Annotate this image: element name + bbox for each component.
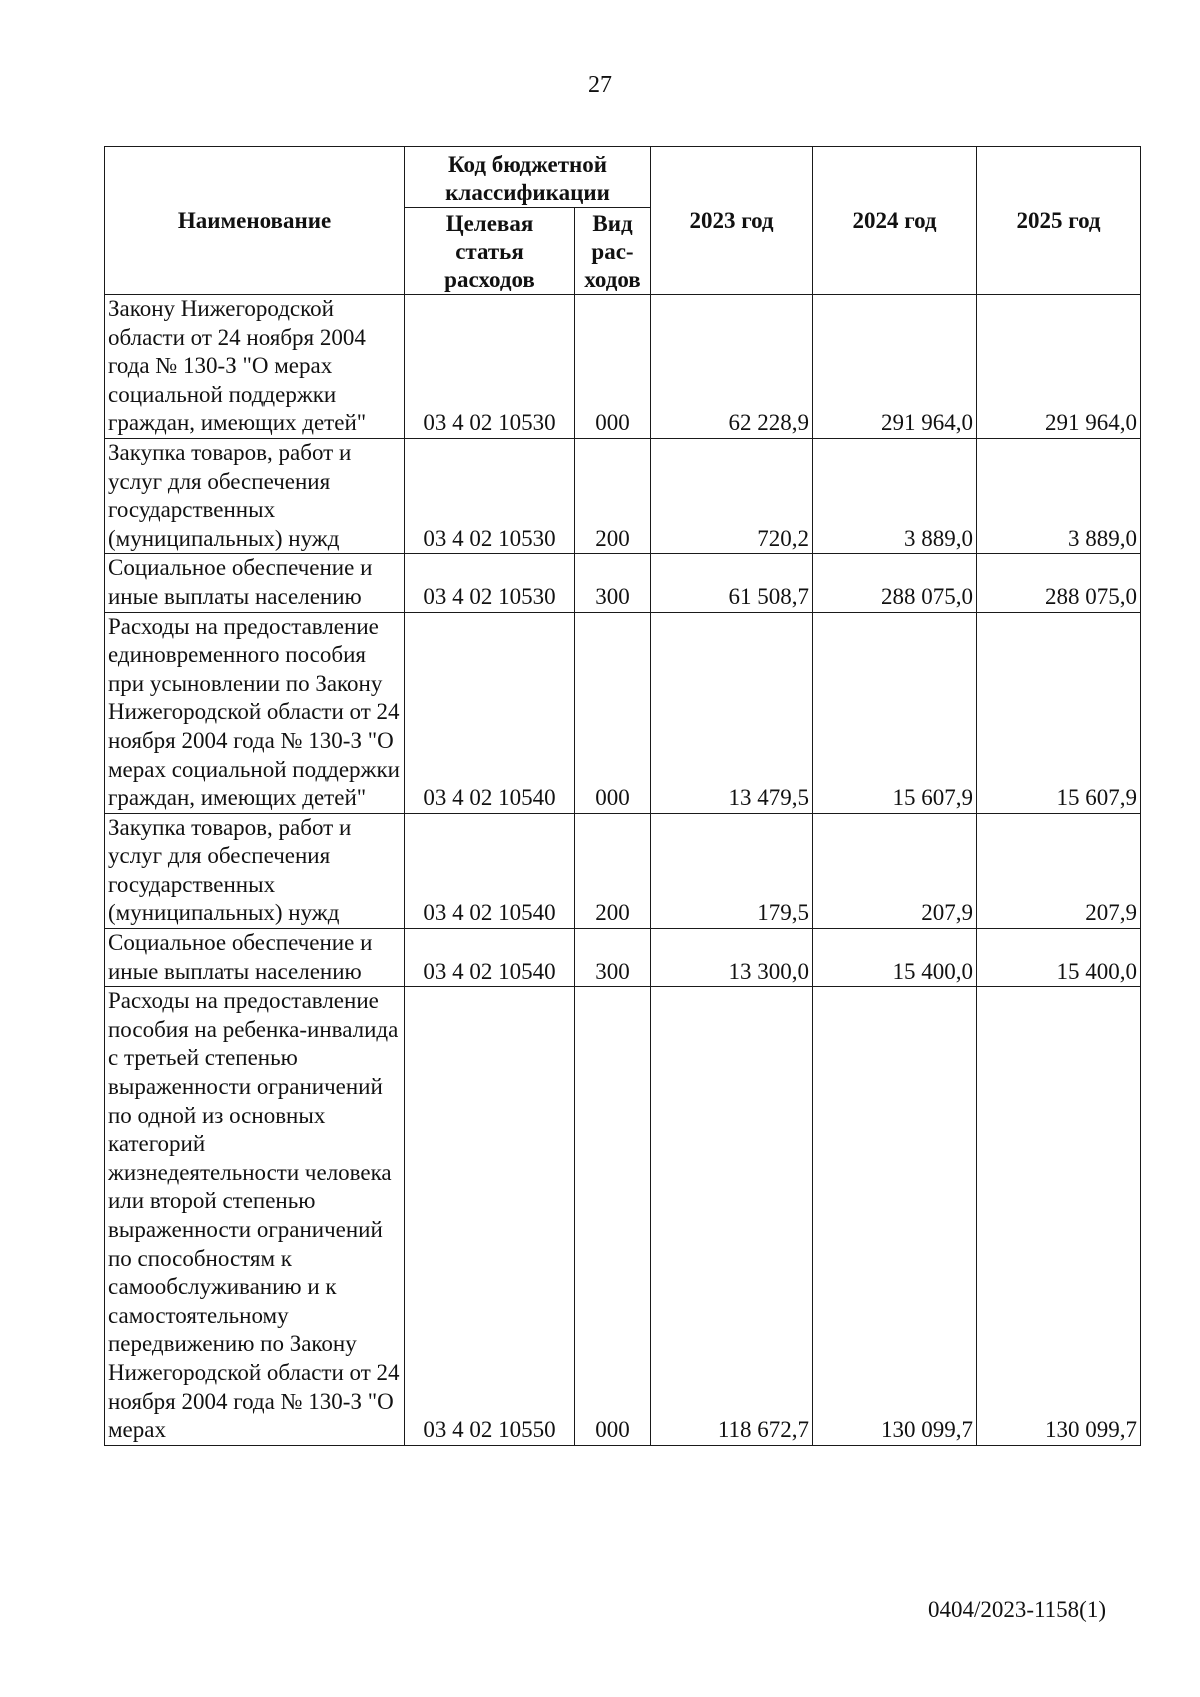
row-kind: 200 <box>575 438 651 553</box>
header-2023: 2023 год <box>651 147 813 295</box>
header-name: Наименование <box>105 147 405 295</box>
row-2025: 3 889,0 <box>977 438 1141 553</box>
row-kind: 000 <box>575 612 651 813</box>
row-2024: 3 889,0 <box>813 438 977 553</box>
row-name: Социальное обеспечение и иные выплаты населению <box>105 554 405 612</box>
row-code: 03 4 02 10530 <box>405 295 575 439</box>
row-name: Закону Нижегородской области от 24 ноября 2004 года № 130-З "О мерах социальной поддержки граждан, имеющих детей" <box>105 295 405 439</box>
row-2025: 207,9 <box>977 813 1141 928</box>
row-name: Расходы на предоставление единовременного пособия при усыновлении по Закону Нижегородской области от 24 ноября 2004 года № 130-З "О мерах социальной поддержки граждан, имеющих детей" <box>105 612 405 813</box>
row-2023: 62 228,9 <box>651 295 813 439</box>
document-number: 0404/2023-1158(1) <box>927 1597 1106 1622</box>
row-kind: 300 <box>575 554 651 612</box>
row-kind: 000 <box>575 987 651 1446</box>
row-2025: 15 400,0 <box>977 929 1141 987</box>
table-row <box>105 929 1141 987</box>
row-2024: 130 099,7 <box>813 987 977 1446</box>
budget-table <box>104 146 1141 1446</box>
row-name: Закупка товаров, работ и услуг для обеспечения государственных (муниципальных) нужд <box>105 438 405 553</box>
row-2023: 118 672,7 <box>651 987 813 1446</box>
row-2024: 15 400,0 <box>813 929 977 987</box>
header-kind: Вид рас-ходов <box>575 208 651 295</box>
row-2025: 130 099,7 <box>977 987 1141 1446</box>
row-kind: 300 <box>575 929 651 987</box>
table-row <box>105 612 1141 813</box>
row-kind: 000 <box>575 295 651 439</box>
row-2025: 15 607,9 <box>977 612 1141 813</box>
table-header <box>105 147 1141 295</box>
row-code: 03 4 02 10540 <box>405 813 575 928</box>
row-kind: 200 <box>575 813 651 928</box>
row-2025: 288 075,0 <box>977 554 1141 612</box>
row-code: 03 4 02 10530 <box>405 438 575 553</box>
row-name: Расходы на предоставление пособия на ребенка-инвалида с третьей степенью выраженности ограничений по одной из основных категорий жизнедеятельности человека или второй степенью выраженности ограничений по способностям к самообслуживанию и к самостоятельному передвижению по Закону Нижегородской области от 24 ноября 2004 года № 130-З "О мерах <box>105 987 405 1446</box>
row-2024: 15 607,9 <box>813 612 977 813</box>
row-2023: 13 479,5 <box>651 612 813 813</box>
row-2024: 207,9 <box>813 813 977 928</box>
header-2025: 2025 год <box>977 147 1141 295</box>
row-2024: 291 964,0 <box>813 295 977 439</box>
row-2024: 288 075,0 <box>813 554 977 612</box>
row-code: 03 4 02 10540 <box>405 612 575 813</box>
header-kbk: Код бюджетной классификации <box>405 147 651 208</box>
row-code: 03 4 02 10550 <box>405 987 575 1446</box>
table-row <box>105 295 1141 439</box>
header-2024: 2024 год <box>813 147 977 295</box>
table-body <box>105 295 1141 1446</box>
row-2023: 61 508,7 <box>651 554 813 612</box>
table-row <box>105 813 1141 928</box>
page-number: 27 <box>588 72 612 98</box>
row-2025: 291 964,0 <box>977 295 1141 439</box>
table-row <box>105 438 1141 553</box>
table-row <box>105 987 1141 1446</box>
row-2023: 13 300,0 <box>651 929 813 987</box>
row-code: 03 4 02 10530 <box>405 554 575 612</box>
row-name: Социальное обеспечение и иные выплаты населению <box>105 929 405 987</box>
header-target: Целевая статья расходов <box>405 208 575 295</box>
row-2023: 720,2 <box>651 438 813 553</box>
row-2023: 179,5 <box>651 813 813 928</box>
row-code: 03 4 02 10540 <box>405 929 575 987</box>
row-name: Закупка товаров, работ и услуг для обеспечения государственных (муниципальных) нужд <box>105 813 405 928</box>
table-row <box>105 554 1141 612</box>
